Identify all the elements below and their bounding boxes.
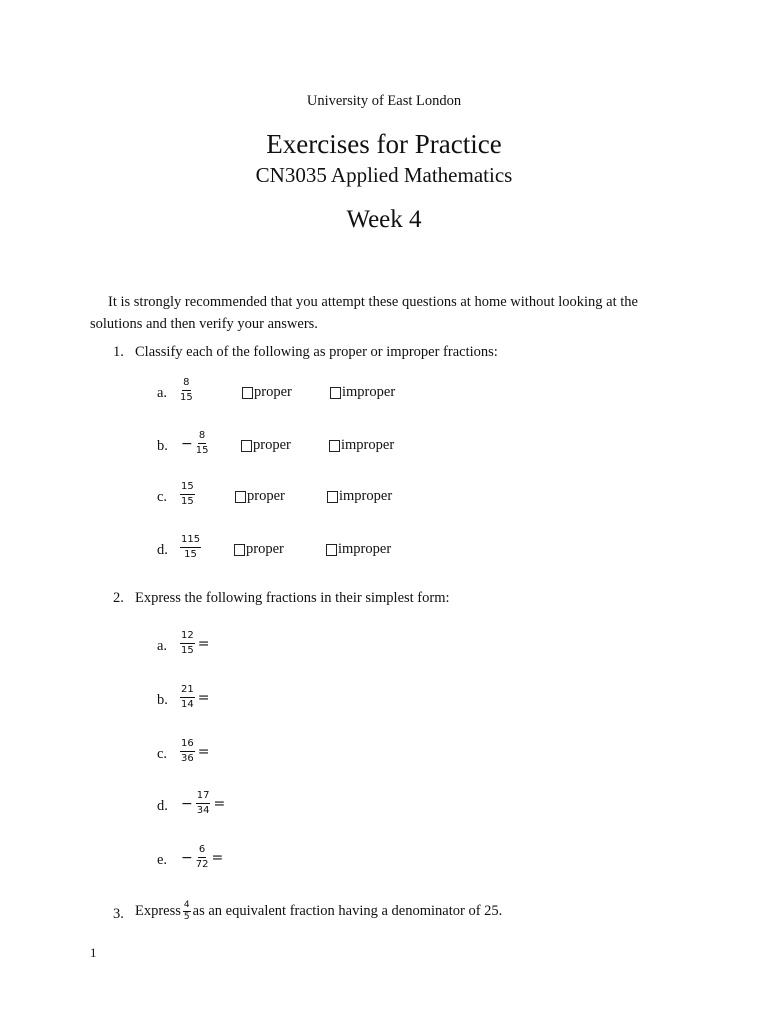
equals-sign: = (213, 795, 226, 812)
q2-item-c-numerator: 16 (180, 739, 195, 752)
q3-fraction (183, 901, 191, 922)
q1-item-a-denominator: 15 (180, 392, 193, 403)
checkbox-icon (330, 387, 341, 399)
q2-item-d-fraction (179, 791, 227, 816)
checkbox-icon (235, 491, 246, 503)
q1-item-a-letter: a. (157, 385, 168, 401)
q2-item-e-numerator: 6 (198, 845, 206, 858)
q3-text-after: as an equivalent fraction having a denominator of 25. (192, 903, 503, 919)
q1-item-d-denominator: 15 (184, 549, 197, 560)
q2-item-b-denominator: 14 (181, 699, 194, 710)
checkbox-icon (327, 491, 338, 503)
q1-item-c-denominator: 15 (181, 496, 194, 507)
course-name: CN3035 Applied Mathematics (255, 163, 513, 187)
minus-sign: − (181, 795, 193, 812)
question-3-text (135, 901, 502, 922)
checkbox-icon (241, 440, 252, 452)
equals-sign: = (197, 689, 210, 706)
q2-item-a-numerator: 12 (180, 631, 195, 644)
improper-label: improper (342, 384, 396, 400)
improper-label: improper (338, 541, 392, 557)
q1-item-b-improper-checkbox[interactable] (329, 437, 394, 454)
q2-item-b-letter: b. (157, 692, 168, 708)
checkbox-icon (329, 440, 340, 452)
q2-item-c-denominator: 36 (181, 753, 194, 764)
checkbox-icon (326, 544, 337, 556)
q2-item-e-letter: e. (157, 852, 168, 868)
q3-numerator: 4 (183, 900, 190, 910)
question-3-number: 3. (113, 906, 124, 922)
proper-label: proper (253, 437, 291, 453)
q2-item-c-letter: c. (157, 746, 168, 762)
q2-item-e-denominator: 72 (195, 859, 209, 870)
intro-text: It is strongly recommended that you attempt these questions at home without looking at the solutions and then verify your answers. (90, 294, 638, 332)
q1-item-a-proper-checkbox[interactable] (242, 384, 292, 401)
question-1-number: 1. (113, 344, 124, 360)
page-number: 1 (90, 945, 97, 960)
q1-item-c-fraction (179, 482, 196, 507)
q1-item-c-proper-checkbox[interactable] (235, 488, 285, 505)
q1-item-a-fraction (179, 378, 194, 403)
q2-item-d-denominator: 34 (196, 805, 210, 816)
proper-label: proper (254, 384, 292, 400)
q1-item-b-proper-checkbox[interactable] (241, 437, 291, 454)
q2-item-c-fraction (179, 739, 211, 764)
q1-item-d-numerator: 115 (180, 535, 201, 548)
q2-item-d-numerator: 17 (196, 791, 211, 804)
q1-item-c-letter: c. (157, 489, 168, 505)
improper-label: improper (339, 488, 393, 504)
q3-text-before: Express (135, 903, 181, 919)
university-name: University of East London (306, 93, 462, 109)
q1-item-b-letter: b. (157, 438, 168, 454)
proper-label: proper (247, 488, 285, 504)
improper-label: improper (341, 437, 395, 453)
q1-item-d-fraction (179, 535, 202, 560)
q1-item-a-numerator: 8 (182, 378, 190, 391)
q2-item-a-fraction (179, 631, 211, 656)
document-title: Exercises for Practice (266, 129, 502, 159)
q1-item-d-letter: d. (157, 542, 168, 558)
q2-item-e-fraction (179, 845, 225, 870)
question-1-text: Classify each of the following as proper or improper fractions: (135, 344, 498, 360)
q2-item-a-letter: a. (157, 638, 168, 654)
q1-item-c-improper-checkbox[interactable] (327, 488, 392, 505)
minus-sign: − (181, 435, 193, 452)
equals-sign: = (197, 743, 210, 760)
minus-sign: − (181, 849, 193, 866)
q1-item-d-improper-checkbox[interactable] (326, 541, 391, 558)
checkbox-icon (242, 387, 253, 399)
checkbox-icon (234, 544, 245, 556)
q1-item-b-numerator: 8 (198, 431, 206, 444)
intro-paragraph (90, 291, 690, 335)
week-heading: Week 4 (346, 206, 422, 233)
equals-sign: = (197, 635, 210, 652)
q2-item-b-numerator: 21 (180, 685, 195, 698)
q1-item-d-proper-checkbox[interactable] (234, 541, 284, 558)
q1-item-b-denominator: 15 (195, 445, 209, 456)
equals-sign: = (211, 849, 224, 866)
proper-label: proper (246, 541, 284, 557)
q2-item-a-denominator: 15 (181, 645, 194, 656)
question-2-text: Express the following fractions in their simplest form: (135, 590, 450, 606)
question-2-number: 2. (113, 590, 124, 606)
q3-denominator: 5 (183, 912, 190, 922)
q1-item-a-improper-checkbox[interactable] (330, 384, 395, 401)
q1-item-c-numerator: 15 (180, 482, 195, 495)
q1-item-b-fraction (179, 431, 209, 456)
q2-item-d-letter: d. (157, 798, 168, 814)
q2-item-b-fraction (179, 685, 211, 710)
